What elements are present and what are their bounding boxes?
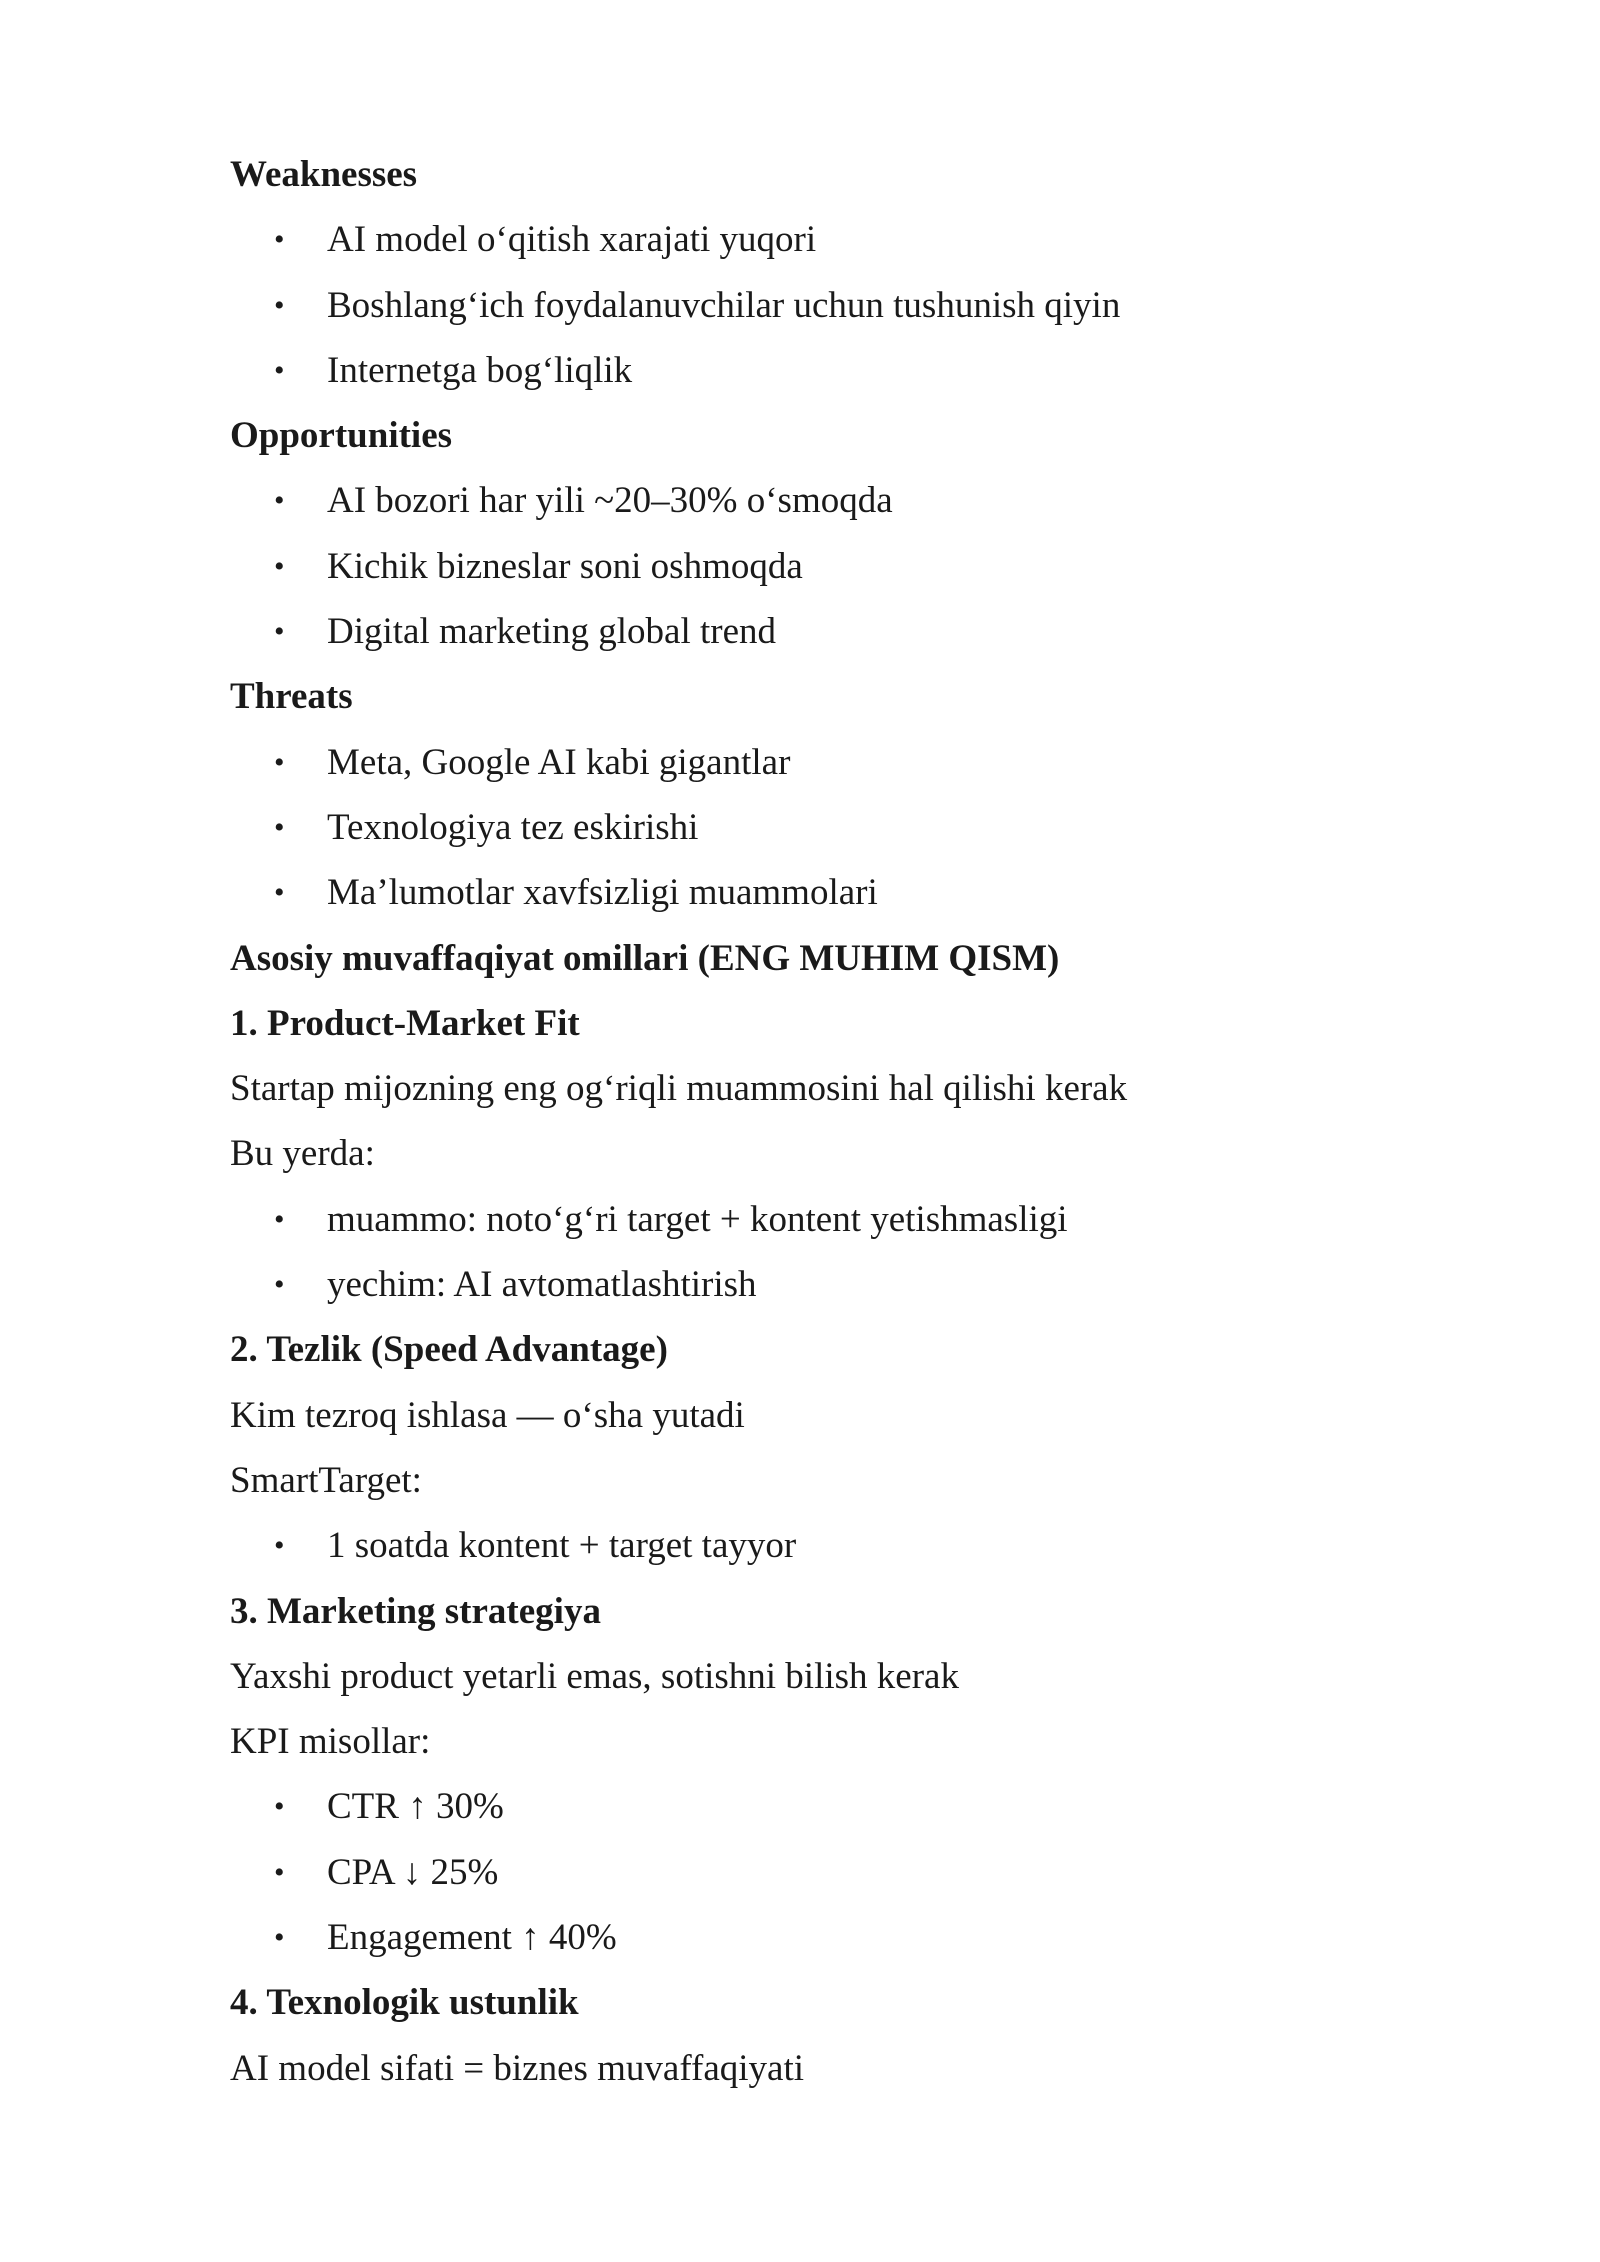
list-item <box>230 795 1430 860</box>
list-item-text: Engagement ↑ 40% <box>327 1917 617 1959</box>
bullet-icon: • <box>274 745 285 779</box>
factor-title: 3. Marketing strategiya <box>230 1590 601 1632</box>
list-item <box>230 860 1430 925</box>
factor-title: 1. Product-Market Fit <box>230 1002 580 1044</box>
list-item <box>230 1513 1430 1578</box>
list-item <box>230 338 1430 403</box>
bullet-icon: • <box>274 288 285 322</box>
list-item-text: CPA ↓ 25% <box>327 1851 499 1893</box>
list-item <box>230 468 1430 533</box>
bullet-icon: • <box>274 876 285 910</box>
factor-text: Startap mijozning eng og‘riqli muammosini hal qilishi kerak <box>230 1068 1128 1110</box>
section-heading-threats: Threats <box>230 676 353 718</box>
main-heading: Asosiy muvaffaqiyat omillari (ENG MUHIM QISM) <box>230 937 1060 979</box>
factor-label: SmartTarget: <box>230 1459 422 1501</box>
list-item-text: yechim: AI avtomatlashtirish <box>327 1264 757 1306</box>
list-item-text: AI bozori har yili ~20–30% o‘smoqda <box>327 480 893 522</box>
list-item-text: CTR ↑ 30% <box>327 1786 504 1828</box>
bullet-icon: • <box>274 615 285 649</box>
list-item-text: Meta, Google AI kabi gigantlar <box>327 741 791 783</box>
factor-label: Bu yerda: <box>230 1133 375 1175</box>
list-item <box>230 1840 1430 1905</box>
bullet-icon: • <box>274 353 285 387</box>
factor-text: AI model sifati = biznes muvaffaqiyati <box>230 2047 805 2089</box>
bullet-icon: • <box>274 549 285 583</box>
bullet-icon: • <box>274 223 285 257</box>
factor-label: KPI misollar: <box>230 1721 431 1763</box>
list-item <box>230 599 1430 664</box>
bullet-icon: • <box>274 1202 285 1236</box>
list-item <box>230 1187 1430 1252</box>
bullet-icon: • <box>274 1790 285 1824</box>
list-item <box>230 1252 1430 1317</box>
section-heading-opportunities: Opportunities <box>230 415 453 457</box>
list-item-text: muammo: noto‘g‘ri target + kontent yetishmasligi <box>327 1198 1068 1240</box>
list-item <box>230 730 1430 795</box>
list-item-text: 1 soatda kontent + target tayyor <box>327 1525 797 1567</box>
list-item <box>230 273 1430 338</box>
bullet-icon: • <box>274 484 285 518</box>
list-item-text: Internetga bog‘liqlik <box>327 349 633 391</box>
list-item <box>230 534 1430 599</box>
document-page <box>230 142 1430 2101</box>
bullet-icon: • <box>274 1921 285 1955</box>
factor-title: 4. Texnologik ustunlik <box>230 1982 579 2024</box>
factor-text: Kim tezroq ishlasa — o‘sha yutadi <box>230 1394 745 1436</box>
section-heading-weaknesses: Weaknesses <box>230 154 418 195</box>
list-item <box>230 1774 1430 1839</box>
list-item-text: Kichik bizneslar soni oshmoqda <box>327 545 803 587</box>
list-item-text: Ma’lumotlar xavfsizligi muammolari <box>327 872 878 914</box>
list-item <box>230 207 1430 272</box>
factor-text: Yaxshi product yetarli emas, sotishni bilish kerak <box>230 1655 959 1697</box>
list-item-text: Boshlang‘ich foydalanuvchilar uchun tushunish qiyin <box>327 284 1121 326</box>
list-item-text: Digital marketing global trend <box>327 611 777 653</box>
bullet-icon: • <box>274 810 285 844</box>
factor-title: 2. Tezlik (Speed Advantage) <box>230 1329 668 1371</box>
list-item-text: Texnologiya tez eskirishi <box>327 806 699 848</box>
bullet-icon: • <box>274 1268 285 1302</box>
list-item-text: AI model o‘qitish xarajati yuqori <box>327 219 817 261</box>
bullet-icon: • <box>274 1855 285 1889</box>
bullet-icon: • <box>274 1529 285 1563</box>
list-item <box>230 1905 1430 1970</box>
